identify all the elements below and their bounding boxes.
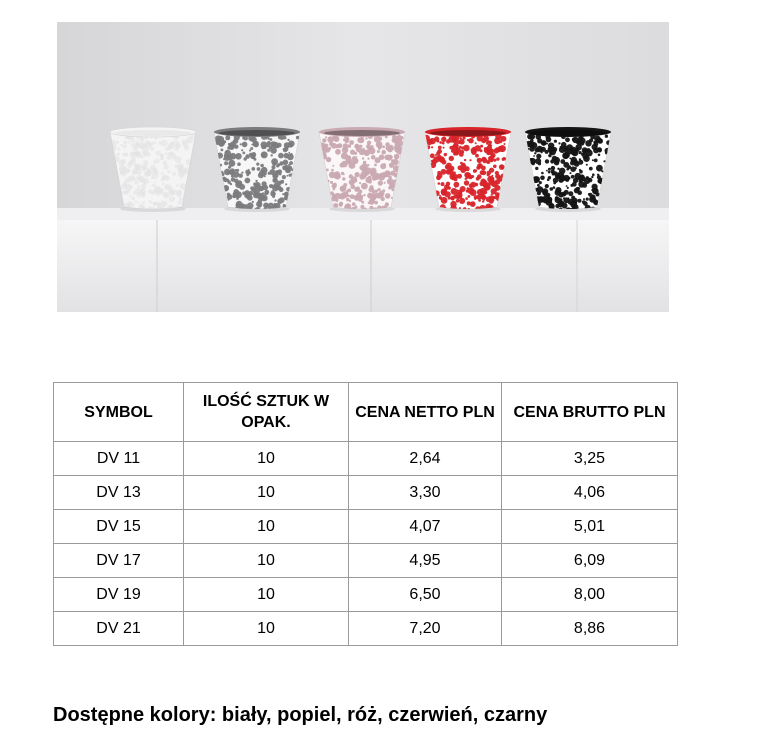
cell-gross: 5,01 [502, 510, 678, 544]
cell-net: 7,20 [349, 612, 502, 646]
cell-symbol: DV 11 [54, 442, 184, 476]
header-qty [184, 383, 349, 442]
cell-qty: 10 [184, 578, 349, 612]
cell-gross: 3,25 [502, 442, 678, 476]
cell-symbol: DV 19 [54, 578, 184, 612]
pot-pink [319, 127, 405, 213]
table-row [54, 578, 678, 612]
cell-gross: 8,00 [502, 578, 678, 612]
header-qty-text: ILOŚĆ SZTUK W OPAK. [202, 393, 330, 431]
cell-qty: 10 [184, 476, 349, 510]
cell-gross: 8,86 [502, 612, 678, 646]
cell-net: 4,07 [349, 510, 502, 544]
cell-gross: 4,06 [502, 476, 678, 510]
cell-symbol: DV 13 [54, 476, 184, 510]
cell-symbol: DV 15 [54, 510, 184, 544]
price-table [53, 382, 678, 646]
pot-grey [214, 127, 300, 214]
cell-qty: 10 [184, 544, 349, 578]
cell-net: 2,64 [349, 442, 502, 476]
table-row [54, 476, 678, 510]
cell-qty: 10 [184, 442, 349, 476]
cell-net: 4,95 [349, 544, 502, 578]
pot-white [110, 127, 196, 214]
table-row [54, 612, 678, 646]
product-photo [57, 22, 669, 312]
pots-illustration [57, 22, 669, 312]
cell-symbol: DV 17 [54, 544, 184, 578]
available-colors-note: Dostępne kolory: biały, popiel, róż, czerwień, czarny [53, 704, 548, 726]
cell-qty: 10 [184, 510, 349, 544]
header-gross-price: CENA BRUTTO PLN [502, 383, 678, 442]
table-row [54, 442, 678, 476]
cell-net: 3,30 [349, 476, 502, 510]
cell-net: 6,50 [349, 578, 502, 612]
cell-qty: 10 [184, 612, 349, 646]
cell-symbol: DV 21 [54, 612, 184, 646]
table-row [54, 544, 678, 578]
pot-black [525, 127, 611, 214]
header-symbol: SYMBOL [54, 383, 184, 442]
header-net-price: CENA NETTO PLN [349, 383, 502, 442]
table-header-row [54, 383, 678, 442]
cell-gross: 6,09 [502, 544, 678, 578]
table-row [54, 510, 678, 544]
